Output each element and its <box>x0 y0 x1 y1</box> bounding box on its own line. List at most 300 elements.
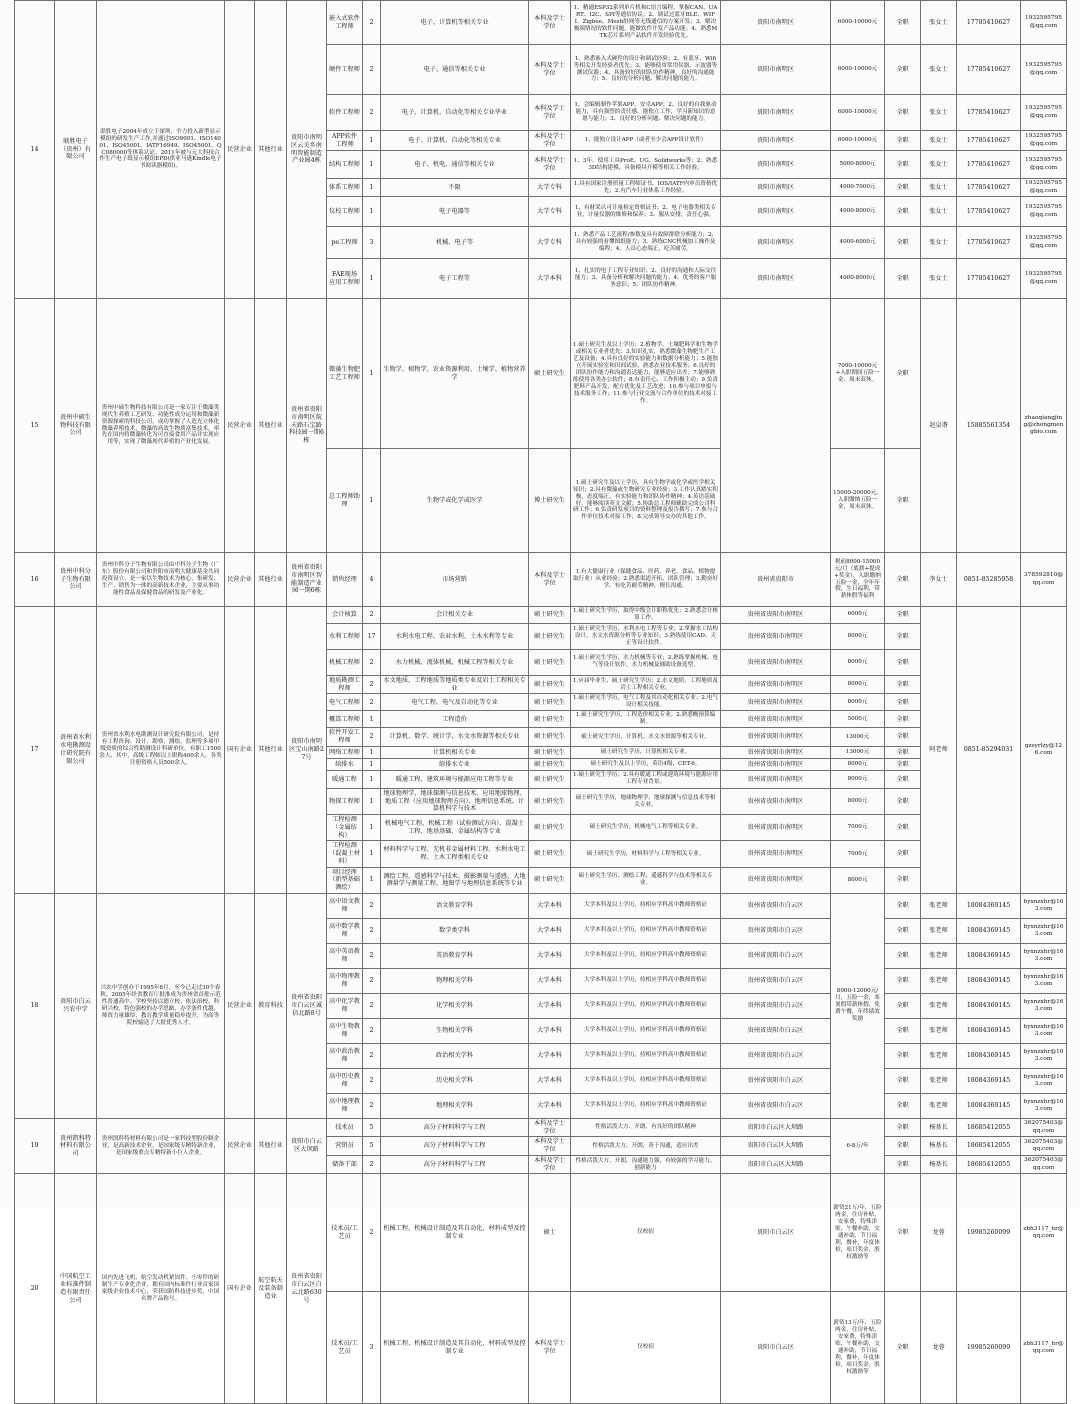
job-count: 1 <box>363 770 381 788</box>
job-type: 全职 <box>885 179 921 197</box>
job-count: 1 <box>363 259 381 299</box>
job-type: 全职 <box>885 1068 921 1093</box>
job-major: 电子、计算机、自动化等相关专业毕业 <box>381 95 529 131</box>
job-type: 全职 <box>885 675 921 694</box>
company-number: 18 <box>15 893 55 1118</box>
job-count: 5 <box>363 1118 381 1137</box>
work-place: 贵阳市南明区 <box>721 259 831 299</box>
contact-email: 1932595795@qq.com <box>1021 179 1067 197</box>
job-type: 全职 <box>885 607 921 624</box>
job-education: 硕士研究生 <box>529 299 571 449</box>
job-count: 17 <box>363 623 381 649</box>
job-count: 2 <box>363 607 381 624</box>
job-education: 大学专科 <box>529 197 571 227</box>
contact-email: 362075403@qq.com <box>1021 1155 1067 1174</box>
job-major: 电子工程等 <box>381 259 529 299</box>
job-requirements: 1.硕士研究生及以上学历；2.植物学、土壤肥料学和生物学或相关专业者优先；3.知识扎实，熟悉微藻生物肥生产工艺及设备；4.具有良好的实验能力和数据分析能力；5.能独立开展实验室和田间试验，熟悉农业技术服务；6.良好的团队协作能力和沟通表达能力，能够适应出差；7.能够熟练使用各类办公软件；8.有责任心，工作积极主动；9.负责肥料产品开发、配方优化及工艺改进；10.参与项目申报与技术服务工作；11.参与行业交流与合作单位的技术对接工作。 <box>571 299 721 449</box>
job-title: 软件工程师 <box>327 95 363 131</box>
job-salary: 6000-10000元 <box>831 131 885 151</box>
job-education: 硕士研究生 <box>529 649 571 675</box>
job-title: 高中生物教师 <box>327 1018 363 1043</box>
contact-email: 1932595795@qq.com <box>1021 151 1067 179</box>
job-education: 大学本科 <box>529 1093 571 1118</box>
company-address: 贵阳市南明区宝山南路27号 <box>287 607 327 894</box>
company-address: 贵州省贵阳市南明区航天路石宝路科技园一期6栋 <box>287 299 327 553</box>
job-requirements: 性格活泼大方、开朗、有良好的团队精神 <box>571 1118 721 1137</box>
job-education: 大学本科 <box>529 893 571 918</box>
job-requirements: 硕士研究生学历，机械电气工程等相关专业。 <box>571 815 721 841</box>
job-salary: 税前8000-15000元/月（底薪+提成+奖金），入职缴纳五险一金，全年年假，生日福利，带薪休假等福利 <box>831 553 885 607</box>
contact-person: 杨基长 <box>921 1137 957 1156</box>
job-salary: 薪资21万/年，五险两金，住房补贴，安家费，特殊津贴，午餐补助，交通补助，节日福利，餐补，年度体检，项目奖金，股权激励等 <box>831 1174 885 1292</box>
contact-person: 张女士 <box>921 197 957 227</box>
contact-person: 张老师 <box>921 943 957 968</box>
job-title: 工程检测（混凝土材料） <box>327 841 363 867</box>
job-count: 2 <box>363 1155 381 1174</box>
job-type: 全职 <box>885 746 921 758</box>
job-salary: 8000元 <box>831 675 885 694</box>
job-major: 机械电气工程、机械工程（试验测试方向）、混凝土工程、地基基础、金属结构等专业 <box>381 815 529 841</box>
recruitment-table <box>14 0 1067 1404</box>
job-type: 全职 <box>885 449 921 553</box>
job-count: 2 <box>363 943 381 968</box>
job-title: 微藻生物肥工艺工程师 <box>327 299 363 449</box>
table-row <box>15 607 1067 624</box>
company-number: 14 <box>15 1 55 299</box>
job-count: 2 <box>363 728 381 747</box>
job-type: 全职 <box>885 758 921 770</box>
job-type: 全职 <box>885 1137 921 1156</box>
contact-person: 张女士 <box>921 45 957 95</box>
job-salary: 6000-10000元 <box>831 45 885 95</box>
job-requirements: 大学本科及以上学历，持相应学科高中教师资格证 <box>571 1043 721 1068</box>
work-place: 贵州省贵阳市南明区 <box>721 694 831 711</box>
job-count: 1 <box>363 841 381 867</box>
job-requirements: 1、能独立设计APP（或者至少会APP设计软件） <box>571 131 721 151</box>
contact-phone: 18084369145 <box>957 1043 1021 1068</box>
contact-phone: 18084369145 <box>957 1018 1021 1043</box>
job-major: 计算机相关专业 <box>381 746 529 758</box>
work-place: 贵州省贵阳市南明区 <box>721 675 831 694</box>
job-major: 电子、机电、通信等相关专业 <box>381 151 529 179</box>
company-intro: 贵州凯科特材料有限公司是一家科技型股份制企业，是高新技术企业，是国家级专精特新企业，是国家级重点专精特新小巨人企业。 <box>97 1118 225 1174</box>
work-place: 贵州省贵阳市白云区 <box>721 1068 831 1093</box>
job-major: 测绘工程、遥感科学与技术、摄影测量与遥感、大地测量学与测量工程、地图学与地理信息系统等专业 <box>381 867 529 893</box>
job-type: 全职 <box>885 788 921 814</box>
job-major: 水利水电工程、农业水利、土木水利等专业 <box>381 623 529 649</box>
contact-person: 张女士 <box>921 227 957 259</box>
contact-phone: 17785410627 <box>957 197 1021 227</box>
table-body <box>15 1 1067 1404</box>
job-count: 2 <box>363 1093 381 1118</box>
job-requirements: 1、熟悉产品工艺流程/参数及具有故障排除分析能力；2、具有较强的看懂图纸能力；3、熟练CNC机械加工操作及编程；4、人员心态端正，吃苦耐劳。 <box>571 227 721 259</box>
job-major: 电子电器等 <box>381 197 529 227</box>
company-nature: 国有企业 <box>225 1174 255 1404</box>
job-major: 物理相关学科 <box>381 968 529 993</box>
contact-email: byxnzxhr@163.com <box>1021 1068 1067 1093</box>
job-type: 全职 <box>885 1093 921 1118</box>
work-place: 贵州省贵阳市白云区 <box>721 1018 831 1043</box>
job-title: 网络工程师 <box>327 746 363 758</box>
job-requirements: 大学本科及以上学历，持相应学科高中教师资格证 <box>571 968 721 993</box>
table-row <box>15 299 1067 449</box>
job-salary: 6000-10000元 <box>831 95 885 131</box>
job-education: 硕士研究生 <box>529 694 571 711</box>
job-title: 总工程师助理 <box>327 449 363 553</box>
contact-phone: 17785410627 <box>957 227 1021 259</box>
work-place: 贵阳市白云区 <box>721 1292 831 1404</box>
job-major: 地球物理学、地球探测与信息技术、应用地球物理、地质工程（应用地球物理方向）、地理信息系统、计算机科学与技术 <box>381 788 529 814</box>
work-place: 贵州省贵阳市南明区 <box>721 815 831 841</box>
company-industry: 其他行业 <box>255 607 287 894</box>
job-major: 高分子材料科学与工程 <box>381 1155 529 1174</box>
contact-phone: 18084369145 <box>957 943 1021 968</box>
contact-email: byxnzxhr@163.com <box>1021 918 1067 943</box>
job-requirements: 1、精通ESP32系列单片机和C语言编程，掌握CAN、UART、I2C、SPI等通信协议；2、调试过蓝牙BLE、WIFI、Zigbee、Mesh组网等无线通信的方案开发；3、解决极端情况的软件问题，能做软件开发产品功能；4、熟悉MTK芯片系列产品软件开发经验优先。 <box>571 1 721 45</box>
job-title: 销售经理 <box>327 553 363 607</box>
company-name: 中国航空工业标准件制造有限责任公司 <box>55 1174 97 1404</box>
job-education: 本科及学士学位 <box>529 1155 571 1174</box>
job-type: 全职 <box>885 299 921 449</box>
contact-phone: 18084369145 <box>957 968 1021 993</box>
job-education: 硕士研究生 <box>529 728 571 747</box>
job-type: 全职 <box>885 893 921 918</box>
job-major: 材料科学与工程、无机非金属材料工程、水利水电工程、土木工程类相关专业 <box>381 841 529 867</box>
company-name: 贵州中科分子生物有限公司 <box>55 553 97 607</box>
work-place: 贵州省贵阳市南明区 <box>721 649 831 675</box>
job-requirements: 仅校招 <box>571 1292 721 1404</box>
contact-phone: 17785410627 <box>957 45 1021 95</box>
contact-person: 杨基长 <box>921 1155 957 1174</box>
job-major: 水力机械、流体机械、机械工程等相关专业 <box>381 649 529 675</box>
job-major: 给排水专业 <box>381 758 529 770</box>
table-row <box>15 893 1067 918</box>
job-requirements: 硕士研究生学历，材料科学与工程等相关专业。 <box>571 841 721 867</box>
job-title: 高中英语教师 <box>327 943 363 968</box>
job-salary: 13000元 <box>831 728 885 747</box>
job-requirements: 1、有财采认可计量检定资格证书；2、电子电器类相关专业，计量仪器的维修和保养；3、服从安排，责任心强。 <box>571 197 721 227</box>
job-count: 1 <box>363 815 381 841</box>
company-industry: 教育科技 <box>255 893 287 1118</box>
job-education: 硕士研究生 <box>529 623 571 649</box>
job-education: 本科及学士学位 <box>529 1137 571 1156</box>
job-type: 全职 <box>885 918 921 943</box>
contact-person: 张女士 <box>921 179 957 197</box>
work-place: 贵阳市南明区 <box>721 227 831 259</box>
company-industry: 其他行业 <box>255 1 287 299</box>
company-name: 贵阳市白云兴农中学 <box>55 893 97 1118</box>
work-place: 贵阳市南明区 <box>721 1 831 45</box>
job-title: 技术员 <box>327 1118 363 1137</box>
job-major: 数学类学科 <box>381 918 529 943</box>
company-number: 20 <box>15 1174 55 1404</box>
job-type: 全职 <box>885 1155 921 1174</box>
job-type: 全职 <box>885 993 921 1018</box>
company-industry: 其他行业 <box>255 299 287 553</box>
job-title: 机械工程师 <box>327 649 363 675</box>
job-requirements: 1.硕士研究生学历；2.具有暖通工程或建筑环境与能源应用工程专业背景。 <box>571 770 721 788</box>
job-count: 2 <box>363 1068 381 1093</box>
job-education: 本科及学士学位 <box>529 151 571 179</box>
contact-email: 378592810@qq.com <box>1021 553 1067 607</box>
contact-email: gzsyrlzy@126.com <box>1021 607 1067 894</box>
job-count: 2 <box>363 968 381 993</box>
contact-person: 杨基长 <box>921 1118 957 1137</box>
company-number: 15 <box>15 299 55 553</box>
contact-email: byxnzxhr@163.com <box>1021 1043 1067 1068</box>
contact-person: 张女士 <box>921 259 957 299</box>
contact-person: 张老师 <box>921 1018 957 1043</box>
company-number: 19 <box>15 1118 55 1174</box>
company-address: 贵州省贵阳市白云区白云北路630号 <box>287 1174 327 1404</box>
job-education: 硕士研究生 <box>529 841 571 867</box>
job-type: 全职 <box>885 1043 921 1068</box>
job-title: 高中政治教师 <box>327 1043 363 1068</box>
job-requirements: 大学本科及以上学历，持相应学科高中教师资格证 <box>571 918 721 943</box>
job-education: 本科及学士学位 <box>529 95 571 131</box>
job-type: 全职 <box>885 943 921 968</box>
job-title: 物探工程师 <box>327 788 363 814</box>
contact-email: 1932595795@qq.com <box>1021 227 1067 259</box>
work-place: 贵州省贵阳市白云区 <box>721 1093 831 1118</box>
job-count: 3 <box>363 1292 381 1404</box>
contact-email: 1932595795@qq.com <box>1021 197 1067 227</box>
job-type: 全职 <box>885 770 921 788</box>
job-count: 2 <box>363 1 381 45</box>
job-education: 硕士研究生 <box>529 867 571 893</box>
job-type: 全职 <box>885 649 921 675</box>
work-place: 贵州省贵阳市南明区 <box>721 788 831 814</box>
job-salary: 8000元 <box>831 649 885 675</box>
job-major: 暖通工程、建筑环境与能源应用工程等专业 <box>381 770 529 788</box>
job-title: 储备干部 <box>327 1155 363 1174</box>
contact-email: byxnzxhr@163.com <box>1021 943 1067 968</box>
job-requirements: 大学本科及以上学历，持相应学科高中教师资格证 <box>571 893 721 918</box>
job-requirements: 硕士研究生学历，地球物理学、地球探测与信息技术等相关专业。 <box>571 788 721 814</box>
job-title: 高中语文教师 <box>327 893 363 918</box>
job-major: 化学相关学科 <box>381 993 529 1018</box>
job-type: 全职 <box>885 259 921 299</box>
job-type: 全职 <box>885 623 921 649</box>
contact-email: zhaoqiangjing@zhongmengbio.com <box>1021 299 1067 553</box>
job-count: 1 <box>363 449 381 553</box>
contact-phone: 17785410627 <box>957 179 1021 197</box>
job-education: 本科及学士学位 <box>529 131 571 151</box>
contact-person: 张老师 <box>921 918 957 943</box>
company-address: 贵州省贵阳市南明区智能制造产业园一期6栋 <box>287 553 327 607</box>
contact-phone: 17785410627 <box>957 259 1021 299</box>
work-place <box>721 299 831 553</box>
job-type: 全职 <box>885 45 921 95</box>
job-salary: 8000-12000元/月，五险一金，寒暑假带薪休假，免费午餐，年终绩效奖励 <box>831 893 885 1118</box>
company-intro: 国内先进飞机、航空发动机紧固件、小零件的研制生产专业化企业，拥有国内标准件行业首家国家级企业技术中心，荣获国防科技进步奖、中国名牌产品称号。 <box>97 1174 225 1404</box>
contact-email: 1932595795@qq.com <box>1021 131 1067 151</box>
job-requirements: 大学本科及以上学历，持相应学科高中教师资格证 <box>571 943 721 968</box>
job-major: 高分子材料科学与工程 <box>381 1118 529 1137</box>
job-salary: 7000元 <box>831 815 885 841</box>
job-count: 1 <box>363 131 381 151</box>
job-education: 大学本科 <box>529 968 571 993</box>
work-place: 贵阳市白云区 <box>721 1174 831 1292</box>
job-major: 生物学或化学或医学 <box>381 449 529 553</box>
work-place: 贵州省贵阳市南明区 <box>721 867 831 893</box>
job-major: 会计相关专业 <box>381 607 529 624</box>
job-major: 生物相关学科 <box>381 1018 529 1043</box>
job-count: 4 <box>363 553 381 607</box>
job-title: 地质勘测工程师 <box>327 675 363 694</box>
job-title: 高中物理教师 <box>327 968 363 993</box>
job-major: 机械工程、机械设计制造及其自动化、材料成型及控制专业 <box>381 1174 529 1292</box>
contact-person: 张老师 <box>921 1093 957 1118</box>
company-intro: 贵州省水利水电勘测设计研究院有限公司，是持有工程咨询、设计、勘察、测绘、监理等多项甲级资质的综合性勘测设计科研单位，有职工1500余人，其中，高级工程师以上职称400余人，各类注册资格人员500余人。 <box>97 607 225 894</box>
work-place: 贵州省贵阳市南明区 <box>721 841 831 867</box>
company-nature: 国有企业 <box>225 607 255 894</box>
company-name: 联胜电子（贵州）有限公司 <box>55 1 97 299</box>
job-title: 给排水 <box>327 758 363 770</box>
job-education: 硕士研究生 <box>529 758 571 770</box>
job-count: 1 <box>363 299 381 449</box>
work-place: 贵州省贵阳市南明区 <box>721 711 831 728</box>
job-education: 硕士研究生 <box>529 711 571 728</box>
job-count: 1 <box>363 151 381 179</box>
job-requirements: 1.硕士研究生学历，水力机械等专业；2.熟练掌握机械、电气等设计软件，水力机械及辅助设备选型。 <box>571 649 721 675</box>
job-count: 2 <box>363 1043 381 1068</box>
work-place: 贵州省贵阳市白云区 <box>721 893 831 918</box>
job-title: 电气工程师 <box>327 694 363 711</box>
contact-phone: 18084369145 <box>957 893 1021 918</box>
contact-phone: 17785410627 <box>957 1 1021 45</box>
job-requirements: 大学本科及以上学历，持相应学科高中教师资格证 <box>571 1018 721 1043</box>
job-education: 本科及学士学位 <box>529 1292 571 1404</box>
job-education: 硕士研究生 <box>529 815 571 841</box>
job-title: 软件开发工程师 <box>327 728 363 747</box>
job-education: 博士研究生 <box>529 449 571 553</box>
work-place: 贵阳市南明区 <box>721 45 831 95</box>
work-place: 贵阳市白云区大坝路 <box>721 1155 831 1174</box>
job-salary: 6000-10000元 <box>831 1 885 45</box>
contact-phone: 18084369145 <box>957 993 1021 1018</box>
company-intro: 联胜电子2004年成立于深圳，全力投入新型显示模组的研发生产工作,并通过ISO9001、ISO14001、ISO45001、IATF16949、ISO45001、QC080000等体系认证。2011年被与元大科技合作生产电子纸显示模组EPD(供亚马逊Kindle电子书阅读器模组)。 <box>97 1 225 299</box>
job-type: 全职 <box>885 197 921 227</box>
job-count: 2 <box>363 694 381 711</box>
job-type: 全职 <box>885 95 921 131</box>
job-requirements: 1、会编辑制作苹果APP、安卓APP；2、良好的自我驱动能力，具有强烈的责任感，能独立工作，学习新知识的意愿与能力；3、良好的分析问题、解决问题的能力。 <box>571 95 721 131</box>
contact-person: 李女士 <box>921 553 957 607</box>
company-industry: 其他行业 <box>255 1118 287 1174</box>
job-education: 硕士研究生 <box>529 675 571 694</box>
table-row <box>15 1118 1067 1137</box>
job-salary: 13000元 <box>831 746 885 758</box>
job-requirements: 硕士研究生学历，计算机相关专业。 <box>571 746 721 758</box>
company-industry: 航空航天及装备制造业 <box>255 1174 287 1404</box>
contact-email: 1932595795@qq.com <box>1021 45 1067 95</box>
job-major: 电子、计算机、自动化等相关专业 <box>381 131 529 151</box>
job-requirements: 1.有大健康行业（保健食品、医药、养老、食品、植物提取行业）从业经验；2.熟悉渠道开拓、团队管理；3.勤奋好学，有吃苦耐劳精神，擅长沟通。 <box>571 553 721 607</box>
job-salary: 4000-8000元 <box>831 197 885 227</box>
job-requirements: 硕士研究生学历，测绘工程、遥感科学与技术等相关专业。 <box>571 867 721 893</box>
job-title: FAE现场应用工程师 <box>327 259 363 299</box>
job-requirements: 大学本科及以上学历，持相应学科高中教师资格证 <box>571 993 721 1018</box>
job-requirements: 大学本科及以上学历，持相应学科高中教师资格证 <box>571 1093 721 1118</box>
job-salary: 5000-8000元 <box>831 151 885 179</box>
contact-person: 张女士 <box>921 1 957 45</box>
contact-email: zbh3117_hr@qq.com <box>1021 1174 1067 1292</box>
job-count: 2 <box>363 1018 381 1043</box>
work-place: 贵州省贵阳市白云区 <box>721 993 831 1018</box>
job-education: 大学本科 <box>529 1043 571 1068</box>
job-type: 全职 <box>885 867 921 893</box>
contact-email: 1932595795@qq.com <box>1021 259 1067 299</box>
job-requirements: 大学本科及以上学历，持相应学科高中教师资格证 <box>571 1068 721 1093</box>
company-address: 贵阳市白云区大坝路 <box>287 1118 327 1174</box>
job-type: 全职 <box>885 841 921 867</box>
job-type: 全职 <box>885 694 921 711</box>
contact-person: 张老师 <box>921 968 957 993</box>
job-salary: 4000-6000元 <box>831 227 885 259</box>
work-place: 贵州省贵阳市南明区 <box>721 758 831 770</box>
job-count: 2 <box>363 45 381 95</box>
contact-phone: 17785410627 <box>957 131 1021 151</box>
job-title: 工程检测（金属结构） <box>327 815 363 841</box>
job-major: 不限 <box>381 179 529 197</box>
table-row <box>15 1 1067 45</box>
job-requirements: 性格活泼大方，开朗，沟通能力强，有较强的学习能力、创新能力 <box>571 1155 721 1174</box>
company-industry: 其他行业 <box>255 553 287 607</box>
contact-phone: 0851-85294031 <box>957 607 1021 894</box>
job-salary: 8000元 <box>831 623 885 649</box>
contact-phone: 19985260099 <box>957 1174 1021 1292</box>
company-nature: 民营企业 <box>225 1118 255 1174</box>
work-place: 贵阳市南明区 <box>721 95 831 131</box>
job-major: 计算机、数学、统计学、水文水资源等相关专业 <box>381 728 529 747</box>
contact-email: 1932595795@qq.com <box>1021 1 1067 45</box>
job-type: 全职 <box>885 1174 921 1292</box>
job-type: 全职 <box>885 711 921 728</box>
contact-email: byxnzxhr@163.com <box>1021 968 1067 993</box>
job-education: 大学本科 <box>529 993 571 1018</box>
job-major: 政治相关学科 <box>381 1043 529 1068</box>
contact-person: 张女士 <box>921 151 957 179</box>
job-type: 全职 <box>885 1118 921 1137</box>
job-title: pe工程师 <box>327 227 363 259</box>
job-count: 2 <box>363 95 381 131</box>
job-count: 1 <box>363 179 381 197</box>
job-count: 1 <box>363 758 381 770</box>
contact-phone: 18685412055 <box>957 1137 1021 1156</box>
contact-person: 张老师 <box>921 993 957 1018</box>
job-education: 大学本科 <box>529 259 571 299</box>
contact-phone: 19985260099 <box>957 1292 1021 1404</box>
contact-phone: 18685412055 <box>957 1155 1021 1174</box>
company-name: 贵州凯科特材料有限公司 <box>55 1118 97 1174</box>
job-type: 全职 <box>885 1 921 45</box>
contact-phone: 0851-85285958 <box>957 553 1021 607</box>
contact-phone: 18084369145 <box>957 1068 1021 1093</box>
company-nature: 民营企业 <box>225 893 255 1118</box>
contact-person: 张女士 <box>921 131 957 151</box>
job-education: 硕士研究生 <box>529 770 571 788</box>
job-salary: 4000-7000元 <box>831 179 885 197</box>
contact-person: 张老师 <box>921 1068 957 1093</box>
job-major: 地理相关学科 <box>381 1093 529 1118</box>
job-title: 嵌入式软件工程师 <box>327 1 363 45</box>
contact-email: 362075403@qq.com <box>1021 1137 1067 1156</box>
work-place: 贵州省贵阳市白云区 <box>721 943 831 968</box>
job-salary: 4000-8000元 <box>831 259 885 299</box>
work-place: 贵州省贵阳市白云区 <box>721 918 831 943</box>
job-education: 大学本科 <box>529 918 571 943</box>
company-nature: 民营企业 <box>225 299 255 553</box>
